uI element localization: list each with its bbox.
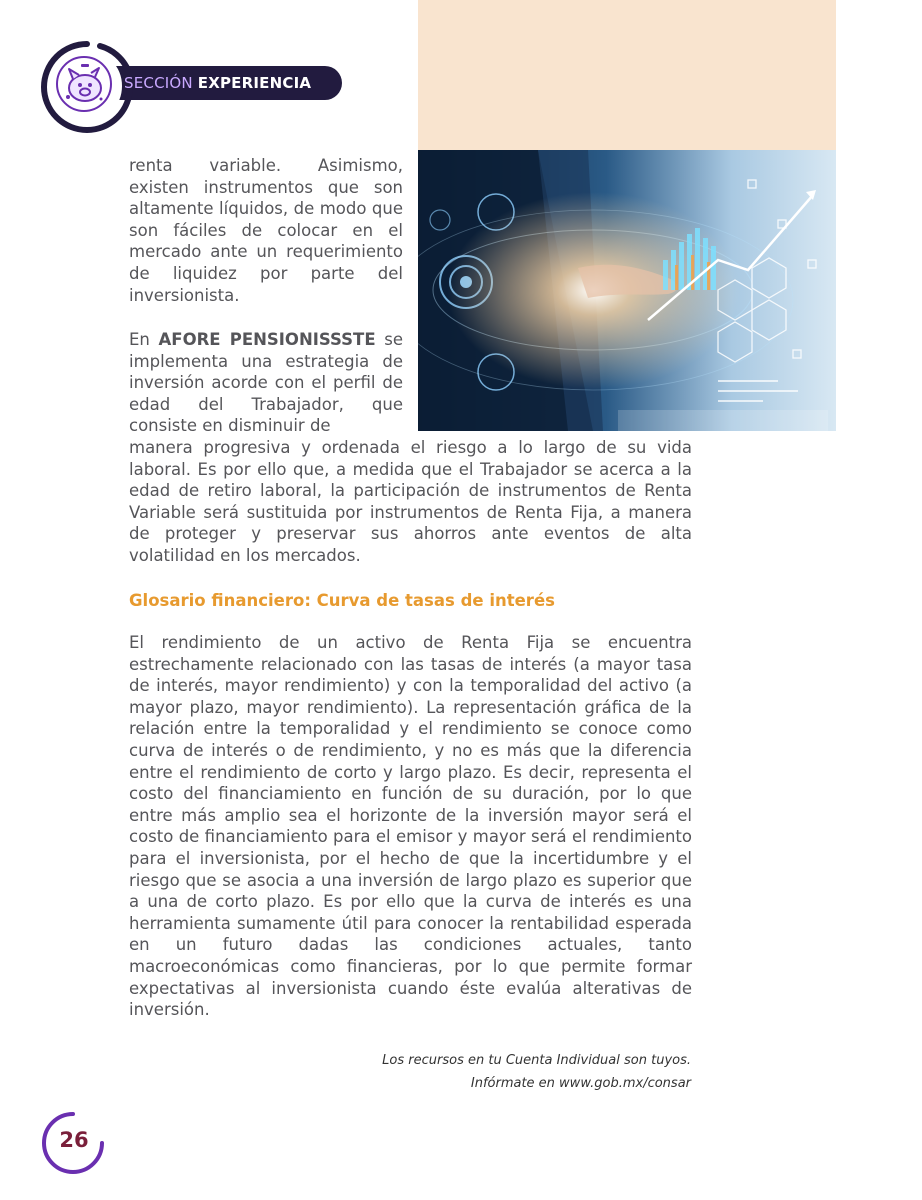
paragraph-3: El rendimiento de un activo de Renta Fija se encuentra estrechamente relacionado con las tasas de interés (a mayor tasa de interés, mayor rendimiento) y con la temporalidad del activo (a mayor plazo, mayor rendimiento). La representación gráfica de la relación entre la temporalidad y el rendimiento se conoce como curva de interés o de rendimiento, y no es más que la diferencia entre el rendimiento de corto y largo plazo. Es decir, representa el costo del financiamiento en función de su duración, por lo que entre más amplio sea el horizonte de la inversión mayor será el costo de financiamiento para el emisor y mayor será el rendimiento para el inversionista, por el hecho de que la incertidumbre y el riesgo que se asocia a una inversión de largo plazo es superior que a una de corto plazo. Es por ello que la curva de interés es una herramienta sumamente útil para conocer la rentabilidad esperada en un futuro dadas las condiciones actuales, tanto macroeconómicas como financieras, por lo que permite formar expectativas al inversionista cuando éste evalúa alterativas de inversión.	[129, 633, 692, 1020]
footer-note-line-1: Los recursos en tu Cuenta Individual son tuyos.	[382, 1053, 691, 1068]
page-number: 26	[59, 1128, 89, 1152]
paragraph-2-continued: manera progresiva y ordenada el riesgo a lo largo de su vida laboral. Es por ello que, a medida que el Trabajador se acerca a la edad de retiro laboral, la participación de instrumentos de Renta Variable será sustituida por instrumentos de Renta Fija, a manera de proteger y preservar sus ahorros ante eventos de alta volatilidad en los mercados.	[129, 438, 692, 565]
afore-name: AFORE PENSIONISSSTE	[158, 330, 376, 349]
paragraph-2: En AFORE PENSIONISSSTE se implementa una estrategia de inversión acorde con el perfil de edad del Trabajador, que consiste en disminuir de	[129, 330, 403, 436]
footer-note	[382, 1049, 691, 1095]
footer-note-line-2: Infórmate en www.gob.mx/consar	[470, 1076, 691, 1091]
glossary-heading: Glosario financiero: Curva de tasas de interés	[129, 591, 555, 610]
business-technology-photo	[418, 150, 836, 431]
piggy-bank-character-icon	[55, 55, 113, 113]
peach-color-block	[418, 0, 836, 150]
paragraph-1: renta variable. Asimismo, existen instrumentos que son altamente líquidos, de modo que son fáciles de colocar en el mercado ante un requerimiento de liquidez por parte del inversionista.	[129, 156, 403, 305]
section-title: SECCIÓN EXPERIENCIA	[124, 74, 312, 92]
